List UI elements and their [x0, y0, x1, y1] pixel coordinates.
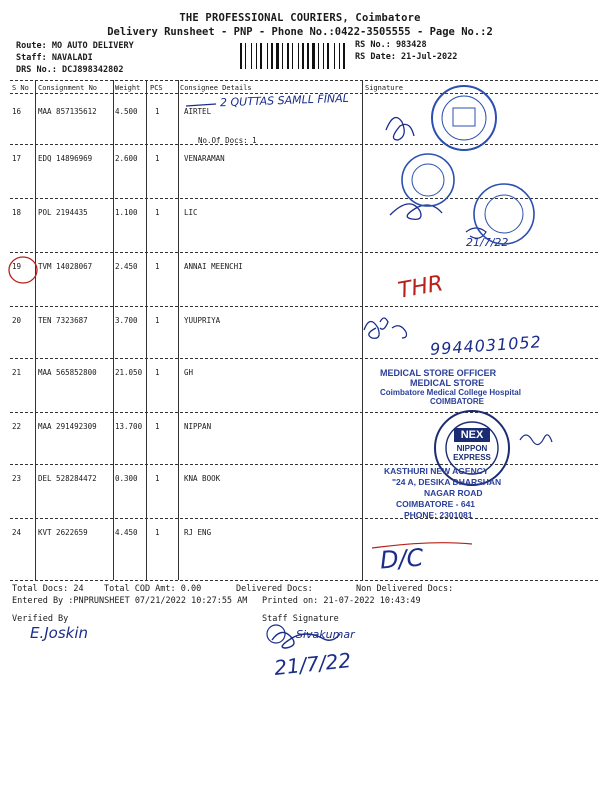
round-stamp-left	[398, 150, 458, 210]
row-weight: 2.450	[115, 262, 138, 271]
route-label: Route: MO AUTO DELIVERY	[16, 41, 134, 51]
row-weight: 13.700	[115, 422, 143, 431]
col-header-signature: Signature	[365, 84, 403, 92]
row-pcs: 1	[155, 474, 160, 483]
non-delivered-docs: Non Delivered Docs:	[356, 584, 454, 594]
delivered-docs: Delivered Docs:	[236, 584, 313, 594]
row-weight: 4.450	[115, 528, 138, 537]
row19-handwritten-mark: THR	[396, 271, 446, 304]
row-sno: 23	[12, 474, 22, 483]
row-pcs: 1	[155, 316, 160, 325]
row-consignment-no: DEL 528284472	[38, 474, 97, 483]
row22-signature	[520, 435, 552, 445]
row-pcs: 1	[155, 262, 160, 271]
row-consignee: RJ ENG	[184, 528, 212, 537]
kna-agency-stamp	[384, 466, 501, 521]
col-header-weight: Weight	[115, 84, 141, 92]
row-weight: 2.600	[115, 154, 138, 163]
row-sno: 17	[12, 154, 22, 163]
row-consignment-no: MAA 291492309	[38, 422, 97, 431]
row-pcs: 1	[155, 528, 160, 537]
verified-by-label: Verified By	[12, 614, 69, 624]
row-consignee: LIC	[184, 208, 198, 217]
airtel-strikethrough	[186, 104, 216, 106]
row-sno: 21	[12, 368, 22, 377]
row-pcs: 1	[155, 107, 160, 116]
medical-store-stamp	[380, 368, 521, 406]
entered-by: Entered By :PNPRUNSHEET 07/21/2022 10:27:55 AM	[12, 596, 248, 606]
staff-signature-circle	[267, 625, 285, 643]
row19-circle-mark	[9, 257, 37, 283]
row-consignee: AIRTEL	[184, 107, 212, 116]
row-consignment-no: TEN 7323687	[38, 316, 88, 325]
row-weight: 1.100	[115, 208, 138, 217]
total-docs: Total Docs: 24	[12, 584, 84, 594]
medical-stamp-line3: Coimbatore Medical College Hospital	[380, 388, 521, 397]
row-consignee: VENARAMAN	[184, 154, 225, 163]
round-stamp-top	[420, 84, 510, 154]
nippon-name: NIPPON	[456, 444, 488, 453]
row24-handwritten-mark: D/C	[379, 543, 425, 575]
row-consignment-no: KVT 2622659	[38, 528, 88, 537]
row-sno: 19	[12, 262, 22, 271]
row-consignment-no: MAA 565852800	[38, 368, 97, 377]
row20-signature	[364, 318, 388, 338]
footer-rule	[10, 580, 598, 581]
verified-signature: E.Joskin	[30, 624, 89, 642]
staff-signature-name: Sivakumar	[296, 628, 355, 641]
row-weight: 21.050	[115, 368, 143, 377]
kna-line1: KASTHURI NEW AGENCY	[384, 466, 489, 476]
row-sno: 24	[12, 528, 22, 537]
row-consignment-no: TVM 14028067	[38, 262, 93, 271]
docs-count-note: No.Of Docs: 1	[198, 136, 257, 145]
rs-number: RS No.: 983428	[355, 40, 427, 50]
printed-on: Printed on: 21-07-2022 10:43:49	[262, 596, 421, 606]
row-weight: 0.300	[115, 474, 138, 483]
row-consignee: NIPPAN	[184, 422, 212, 431]
row-weight: 4.500	[115, 107, 138, 116]
row18-handwritten-date: 21/7/22	[466, 236, 509, 249]
staff-signature-date: 21/7/22	[272, 648, 353, 680]
drs-number: DRS No.: DCJ898342802	[16, 65, 124, 75]
col-header-sno: S No	[12, 84, 29, 92]
row-sno: 16	[12, 107, 22, 116]
nex-logo: NEX	[454, 428, 490, 442]
kna-line2: "24 A, DESIKA DHARSHAN	[392, 477, 502, 487]
kna-line3: NAGAR ROAD	[424, 488, 483, 498]
row-consignee: GH	[184, 368, 194, 377]
row-pcs: 1	[155, 422, 160, 431]
col-header-consignment: Consignment No	[38, 84, 98, 92]
row-pcs: 1	[155, 208, 160, 217]
row16-handwritten-note: 2 QUTTAS SAMLL FINAL	[219, 91, 350, 110]
runsheet-title: Delivery Runsheet - PNP - Phone No.:0422-3505555 - Page No.:2	[107, 26, 493, 38]
kna-line5: PHONE: 2301081	[404, 510, 473, 520]
row-pcs: 1	[155, 154, 160, 163]
medical-stamp-line1: MEDICAL STORE OFFICER	[380, 368, 497, 378]
kna-line4: COIMBATORE - 641	[396, 499, 476, 509]
col-header-consignee: Consignee Details	[180, 84, 252, 92]
total-cod: Total COD Amt: 0.00	[104, 584, 202, 594]
row-sno: 20	[12, 316, 22, 325]
staff-signature-label: Staff Signature	[262, 614, 339, 624]
col-header-pcs: PCS	[150, 84, 163, 92]
medical-stamp-line2: MEDICAL STORE	[410, 378, 485, 388]
rs-date: RS Date: 21-Jul-2022	[355, 52, 458, 62]
nippon-express-text: EXPRESS	[453, 453, 491, 462]
row-weight: 3.700	[115, 316, 138, 325]
row-sno: 18	[12, 208, 22, 217]
round-stamp-right	[470, 180, 540, 250]
row-consignee: YUUPRIYA	[184, 316, 221, 325]
row-sno: 22	[12, 422, 22, 431]
staff-label: Staff: NAVALADI	[16, 53, 93, 63]
row-consignment-no: POL 2194435	[38, 208, 88, 217]
company-title: THE PROFESSIONAL COURIERS, Coimbatore	[179, 12, 421, 24]
row-consignment-no: MAA 857135612	[38, 107, 97, 116]
row-consignee: ANNAI MEENCHI	[184, 262, 243, 271]
row-consignee: KNA BOOK	[184, 474, 221, 483]
row20-signature-tail	[392, 326, 407, 338]
row-consignment-no: EDQ 14896969	[38, 154, 93, 163]
row16-signature	[386, 118, 414, 141]
row20-phone-handwritten: 9944031052	[429, 332, 543, 359]
medical-stamp-line4: COIMBATORE	[430, 397, 484, 406]
row-pcs: 1	[155, 368, 160, 377]
